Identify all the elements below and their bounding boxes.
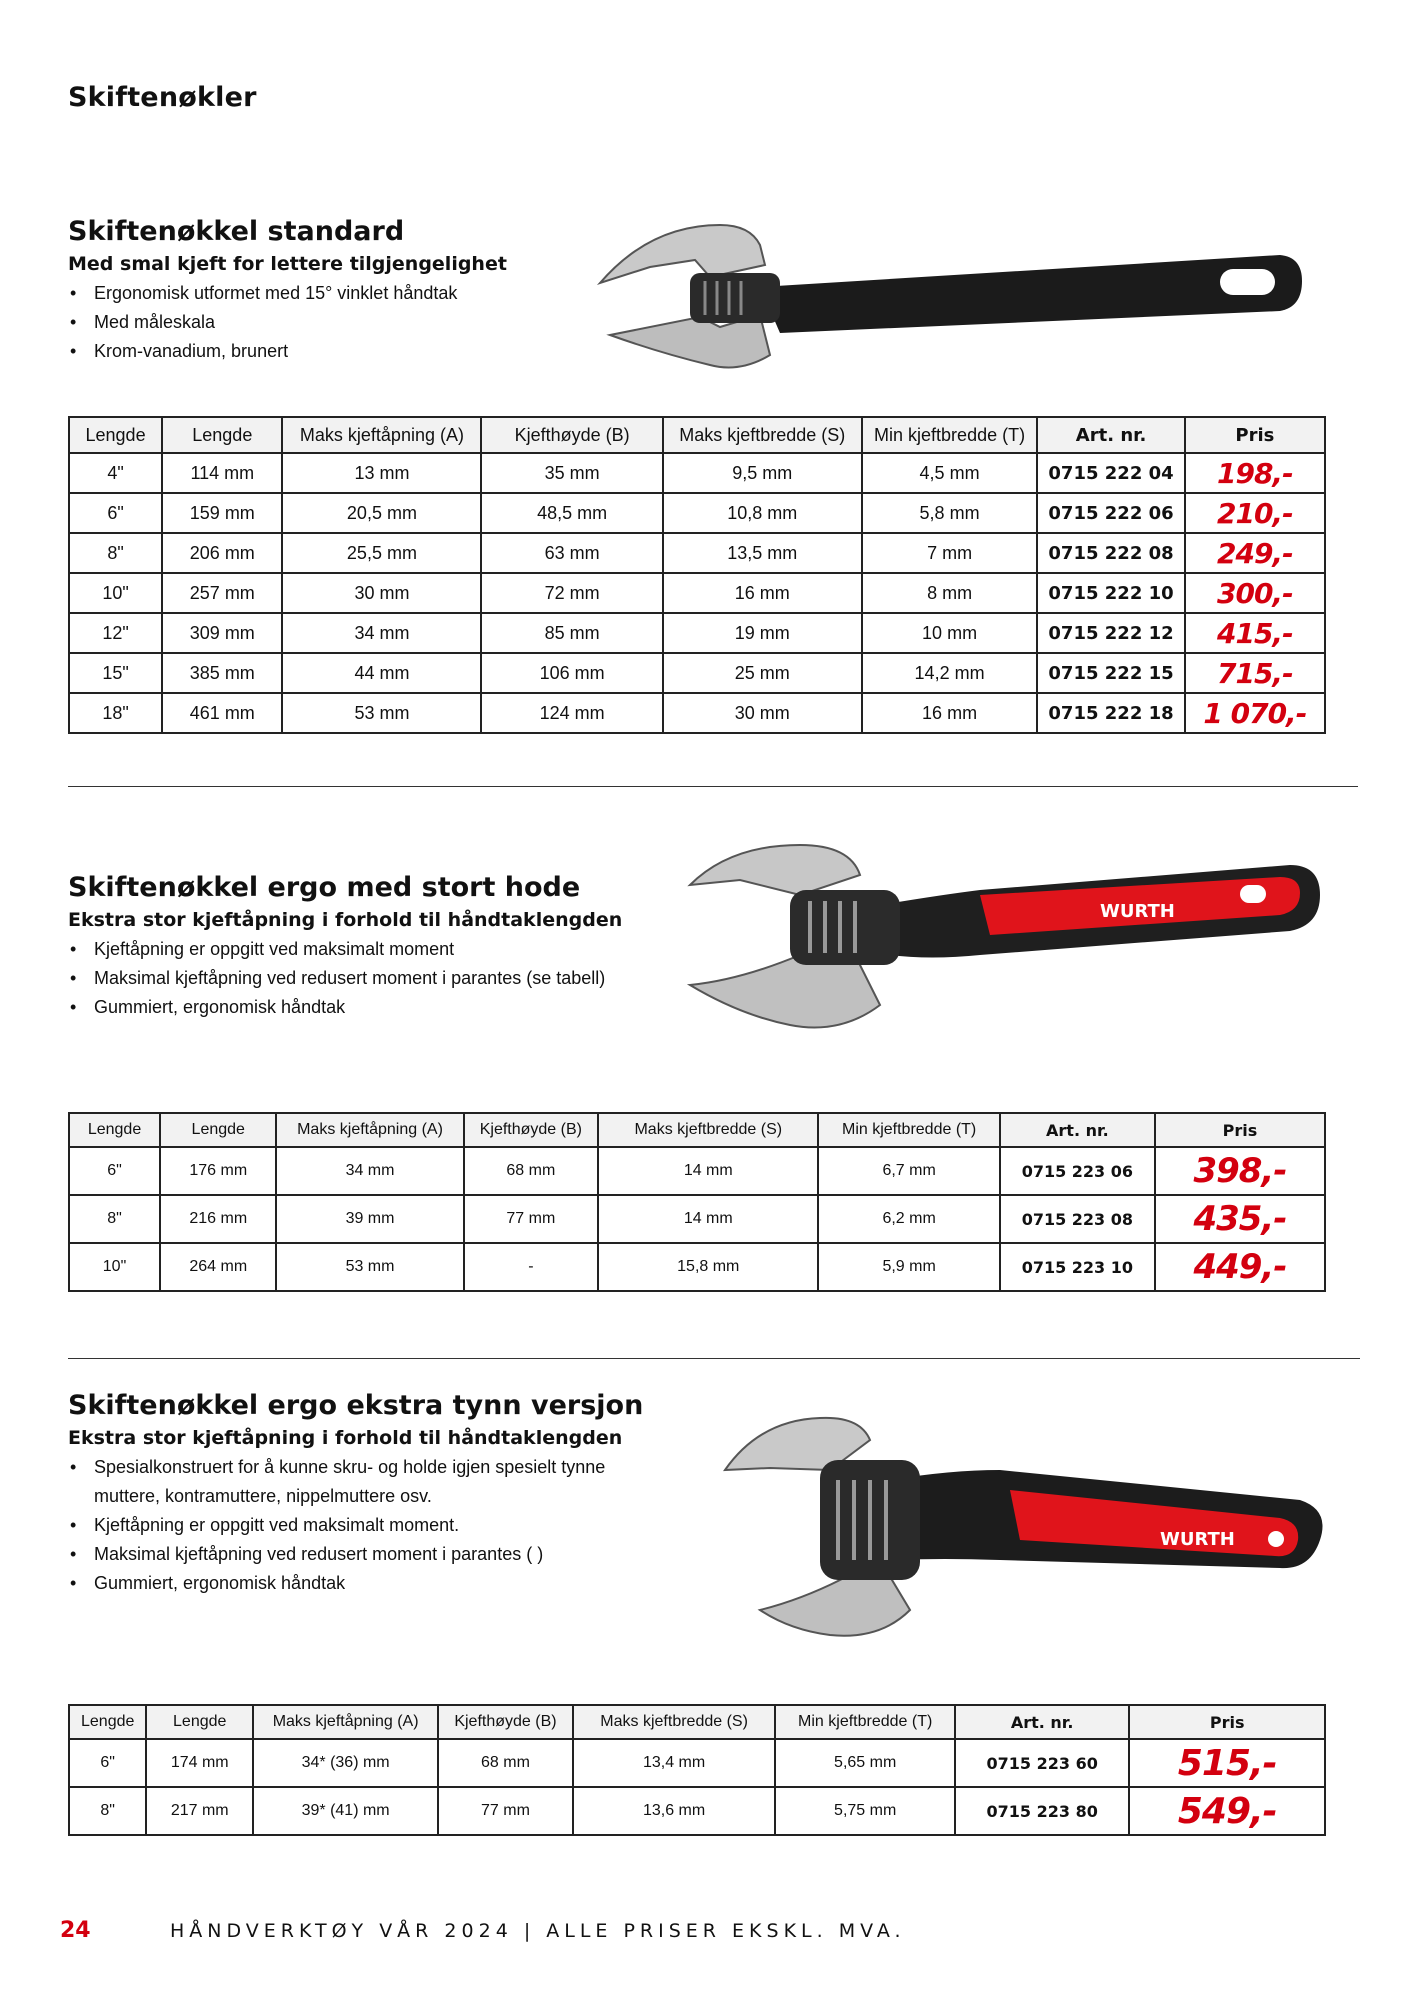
- section-subtitle: Ekstra stor kjeftåpning i forhold til håndtaklengden: [68, 1427, 623, 1449]
- jaw-height-cell: 106 mm: [481, 653, 662, 693]
- length-mm-cell: 176 mm: [160, 1147, 276, 1195]
- price-cell: 398,-: [1155, 1147, 1325, 1195]
- max-jaw-width-cell: 16 mm: [663, 573, 862, 613]
- article-number-cell: 0715 223 06: [1000, 1147, 1155, 1195]
- size-inch-cell: 4": [69, 453, 162, 493]
- min-jaw-width-cell: 14,2 mm: [862, 653, 1038, 693]
- min-jaw-width-cell: 5,8 mm: [862, 493, 1038, 533]
- size-inch-cell: 6": [69, 1147, 160, 1195]
- length-mm-cell: 216 mm: [160, 1195, 276, 1243]
- feature-item: • Maksimal kjeftåpning ved redusert moment i parantes ( ): [68, 1540, 628, 1569]
- article-number-cell: 0715 223 60: [955, 1739, 1130, 1787]
- max-jaw-width-cell: 25 mm: [663, 653, 862, 693]
- jaw-height-cell: 85 mm: [481, 613, 662, 653]
- table-header-row: [69, 1705, 1325, 1739]
- length-mm-cell: 174 mm: [146, 1739, 253, 1787]
- price-cell: 515,-: [1129, 1739, 1325, 1787]
- column-header: Lengde: [69, 1705, 146, 1739]
- table-row: [69, 1243, 1325, 1291]
- column-header: Pris: [1155, 1113, 1325, 1147]
- spec-table-ergo-wide: [68, 1112, 1326, 1292]
- wrench-ergo-wide-image: [680, 835, 1320, 1045]
- jaw-height-cell: 77 mm: [464, 1195, 599, 1243]
- jaw-height-cell: 63 mm: [481, 533, 662, 573]
- price-cell: 715,-: [1185, 653, 1325, 693]
- min-jaw-width-cell: 7 mm: [862, 533, 1038, 573]
- max-jaw-width-cell: 9,5 mm: [663, 453, 862, 493]
- column-header: Art. nr.: [1037, 417, 1184, 453]
- length-mm-cell: 257 mm: [162, 573, 282, 613]
- jaw-height-cell: 35 mm: [481, 453, 662, 493]
- article-number-cell: 0715 222 08: [1037, 533, 1184, 573]
- table-row: [69, 493, 1325, 533]
- max-opening-cell: 53 mm: [276, 1243, 463, 1291]
- jaw-height-cell: 68 mm: [438, 1739, 573, 1787]
- max-opening-cell: 39 mm: [276, 1195, 463, 1243]
- price-cell: 198,-: [1185, 453, 1325, 493]
- jaw-height-cell: 48,5 mm: [481, 493, 662, 533]
- feature-item: • Spesialkonstruert for å kunne skru- og holde igjen spesielt tynne muttere, kontramuttere, nippelmuttere osv.: [68, 1453, 628, 1511]
- column-header: Art. nr.: [1000, 1113, 1155, 1147]
- length-mm-cell: 114 mm: [162, 453, 282, 493]
- size-inch-cell: 12": [69, 613, 162, 653]
- column-header: Min kjeftbredde (T): [775, 1705, 954, 1739]
- min-jaw-width-cell: 5,65 mm: [775, 1739, 954, 1787]
- article-number-cell: 0715 222 15: [1037, 653, 1184, 693]
- price-cell: 435,-: [1155, 1195, 1325, 1243]
- size-inch-cell: 15": [69, 653, 162, 693]
- feature-item: • Med måleskala: [68, 308, 1318, 337]
- jaw-height-cell: -: [464, 1243, 599, 1291]
- length-mm-cell: 159 mm: [162, 493, 282, 533]
- max-opening-cell: 25,5 mm: [282, 533, 481, 573]
- column-header: Art. nr.: [955, 1705, 1130, 1739]
- price-cell: 1 070,-: [1185, 693, 1325, 733]
- length-mm-cell: 264 mm: [160, 1243, 276, 1291]
- article-number-cell: 0715 223 08: [1000, 1195, 1155, 1243]
- min-jaw-width-cell: 6,7 mm: [818, 1147, 999, 1195]
- size-inch-cell: 18": [69, 693, 162, 733]
- column-header: Kjefthøyde (B): [438, 1705, 573, 1739]
- column-header: Lengde: [69, 1113, 160, 1147]
- size-inch-cell: 8": [69, 1787, 146, 1835]
- page-title: Skiftenøkler: [68, 82, 257, 113]
- feature-item: • Maksimal kjeftåpning ved redusert moment i parantes (se tabell): [68, 964, 1318, 993]
- column-header: Lengde: [146, 1705, 253, 1739]
- table-row: [69, 1787, 1325, 1835]
- feature-item: • Gummiert, ergonomisk håndtak: [68, 1569, 628, 1598]
- column-header: Lengde: [160, 1113, 276, 1147]
- size-inch-cell: 6": [69, 1739, 146, 1787]
- min-jaw-width-cell: 16 mm: [862, 693, 1038, 733]
- max-jaw-width-cell: 14 mm: [598, 1195, 818, 1243]
- length-mm-cell: 206 mm: [162, 533, 282, 573]
- length-mm-cell: 217 mm: [146, 1787, 253, 1835]
- size-inch-cell: 6": [69, 493, 162, 533]
- spec-table-standard: [68, 416, 1326, 734]
- feature-item: • Krom-vanadium, brunert: [68, 337, 1318, 366]
- section-subtitle: Ekstra stor kjeftåpning i forhold til håndtaklengden: [68, 909, 623, 931]
- max-opening-cell: 44 mm: [282, 653, 481, 693]
- article-number-cell: 0715 223 80: [955, 1787, 1130, 1835]
- feature-item: • Kjeftåpning er oppgitt ved maksimalt moment.: [68, 1511, 628, 1540]
- min-jaw-width-cell: 4,5 mm: [862, 453, 1038, 493]
- max-opening-cell: 34 mm: [276, 1147, 463, 1195]
- table-row: [69, 1147, 1325, 1195]
- column-header: Maks kjeftåpning (A): [276, 1113, 463, 1147]
- length-mm-cell: 309 mm: [162, 613, 282, 653]
- table-header-row: [69, 417, 1325, 453]
- price-cell: 210,-: [1185, 493, 1325, 533]
- feature-list: [68, 1453, 628, 1598]
- max-opening-cell: 53 mm: [282, 693, 481, 733]
- column-header: Kjefthøyde (B): [481, 417, 662, 453]
- article-number-cell: 0715 222 06: [1037, 493, 1184, 533]
- column-header: Kjefthøyde (B): [464, 1113, 599, 1147]
- max-jaw-width-cell: 15,8 mm: [598, 1243, 818, 1291]
- size-inch-cell: 8": [69, 533, 162, 573]
- table-row: [69, 573, 1325, 613]
- max-opening-cell: 30 mm: [282, 573, 481, 613]
- max-opening-cell: 34* (36) mm: [253, 1739, 438, 1787]
- table-row: [69, 613, 1325, 653]
- section-subtitle: Med smal kjeft for lettere tilgjengelighet: [68, 253, 507, 275]
- column-header: Min kjeftbredde (T): [818, 1113, 999, 1147]
- column-header: Min kjeftbredde (T): [862, 417, 1038, 453]
- table-row: [69, 453, 1325, 493]
- table-row: [69, 653, 1325, 693]
- jaw-height-cell: 124 mm: [481, 693, 662, 733]
- column-header: Pris: [1185, 417, 1325, 453]
- min-jaw-width-cell: 8 mm: [862, 573, 1038, 613]
- article-number-cell: 0715 222 10: [1037, 573, 1184, 613]
- section-divider: [68, 1358, 1360, 1359]
- footer-text: HÅNDVERKTØY VÅR 2024 | ALLE PRISER EKSKL. MVA.: [170, 1920, 906, 1942]
- price-cell: 449,-: [1155, 1243, 1325, 1291]
- max-jaw-width-cell: 30 mm: [663, 693, 862, 733]
- wrench-ergo-thin-image: [720, 1410, 1330, 1640]
- max-jaw-width-cell: 10,8 mm: [663, 493, 862, 533]
- price-cell: 300,-: [1185, 573, 1325, 613]
- column-header: Maks kjeftåpning (A): [253, 1705, 438, 1739]
- max-opening-cell: 34 mm: [282, 613, 481, 653]
- max-jaw-width-cell: 13,4 mm: [573, 1739, 776, 1787]
- column-header: Lengde: [69, 417, 162, 453]
- max-opening-cell: 13 mm: [282, 453, 481, 493]
- column-header: Maks kjeftbredde (S): [663, 417, 862, 453]
- section-divider: [68, 786, 1358, 787]
- price-cell: 249,-: [1185, 533, 1325, 573]
- article-number-cell: 0715 222 04: [1037, 453, 1184, 493]
- brand-label: WURTH: [1100, 901, 1175, 922]
- max-jaw-width-cell: 13,6 mm: [573, 1787, 776, 1835]
- page-footer: [60, 1918, 906, 1943]
- wrench-standard-image: [590, 215, 1310, 385]
- article-number-cell: 0715 222 12: [1037, 613, 1184, 653]
- jaw-height-cell: 68 mm: [464, 1147, 599, 1195]
- article-number-cell: 0715 222 18: [1037, 693, 1184, 733]
- max-opening-cell: 39* (41) mm: [253, 1787, 438, 1835]
- page-number: 24: [60, 1918, 91, 1943]
- min-jaw-width-cell: 5,75 mm: [775, 1787, 954, 1835]
- table-row: [69, 533, 1325, 573]
- column-header: Maks kjeftbredde (S): [598, 1113, 818, 1147]
- jaw-height-cell: 77 mm: [438, 1787, 573, 1835]
- section-title: Skiftenøkkel ergo med stort hode: [68, 872, 581, 903]
- table-header-row: [69, 1113, 1325, 1147]
- column-header: Maks kjeftåpning (A): [282, 417, 481, 453]
- column-header: Maks kjeftbredde (S): [573, 1705, 776, 1739]
- max-jaw-width-cell: 19 mm: [663, 613, 862, 653]
- jaw-height-cell: 72 mm: [481, 573, 662, 613]
- min-jaw-width-cell: 6,2 mm: [818, 1195, 999, 1243]
- max-opening-cell: 20,5 mm: [282, 493, 481, 533]
- spec-table-ergo-thin: [68, 1704, 1326, 1836]
- section-title: Skiftenøkkel ergo ekstra tynn versjon: [68, 1390, 644, 1421]
- column-header: Lengde: [162, 417, 282, 453]
- max-jaw-width-cell: 14 mm: [598, 1147, 818, 1195]
- brand-label: WURTH: [1160, 1529, 1235, 1550]
- max-jaw-width-cell: 13,5 mm: [663, 533, 862, 573]
- length-mm-cell: 385 mm: [162, 653, 282, 693]
- price-cell: 549,-: [1129, 1787, 1325, 1835]
- size-inch-cell: 10": [69, 573, 162, 613]
- size-inch-cell: 10": [69, 1243, 160, 1291]
- min-jaw-width-cell: 5,9 mm: [818, 1243, 999, 1291]
- column-header: Pris: [1129, 1705, 1325, 1739]
- article-number-cell: 0715 223 10: [1000, 1243, 1155, 1291]
- length-mm-cell: 461 mm: [162, 693, 282, 733]
- feature-item: • Kjeftåpning er oppgitt ved maksimalt moment: [68, 935, 1318, 964]
- min-jaw-width-cell: 10 mm: [862, 613, 1038, 653]
- section-title: Skiftenøkkel standard: [68, 216, 405, 247]
- size-inch-cell: 8": [69, 1195, 160, 1243]
- feature-item: • Gummiert, ergonomisk håndtak: [68, 993, 1318, 1022]
- price-cell: 415,-: [1185, 613, 1325, 653]
- table-row: [69, 693, 1325, 733]
- table-row: [69, 1195, 1325, 1243]
- table-row: [69, 1739, 1325, 1787]
- feature-item: • Ergonomisk utformet med 15° vinklet håndtak: [68, 279, 1318, 308]
